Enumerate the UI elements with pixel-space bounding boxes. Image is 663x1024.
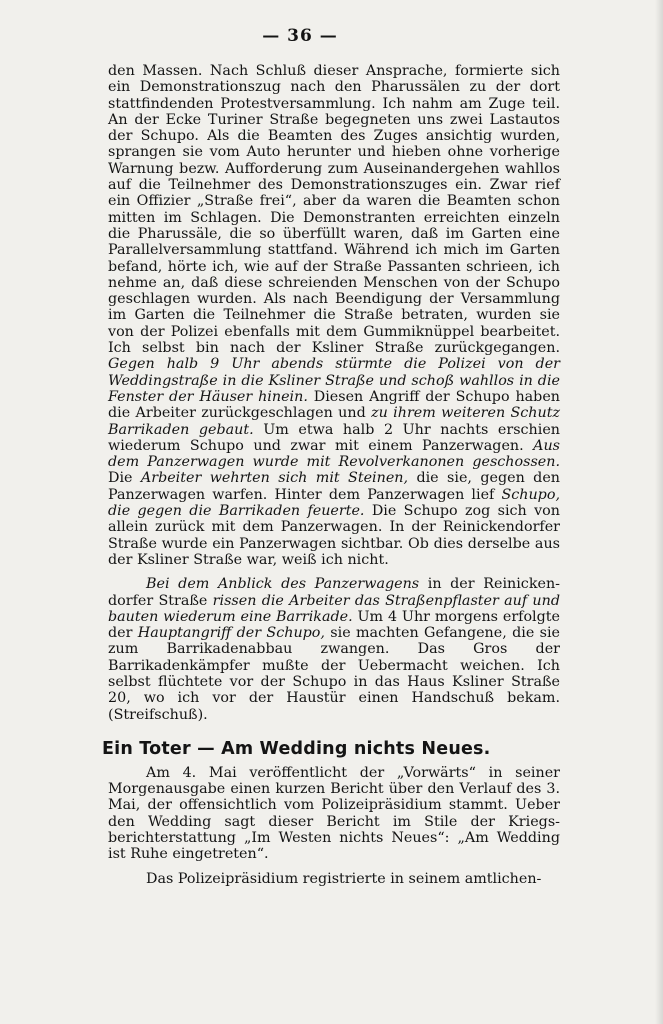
text-segment: Um 4 Uhr morgens erfolgte der (108, 608, 560, 642)
italic-segment: Aus dem Panzerwagen wurde mit Revolverkanonen geschossen. (108, 437, 560, 471)
italic-segment: Gegen halb 9 Uhr abends stürmte die Polizei von der Weddingstraße in die Ksliner Straße und schoß wahllos in die Fenster der Häuser hinein. (108, 356, 560, 405)
page-edge-shadow (655, 0, 663, 1024)
paragraph-eyewitness-account (108, 63, 560, 568)
text-segment: Das Polizeipräsidium registrierte in seinem amtlichen- (146, 870, 542, 887)
italic-segment: zu ihrem weiteren Schutz Barrikaden gebaut. (108, 405, 560, 438)
italic-segment: Hauptangriff der Schupo, (137, 625, 325, 642)
text-segment: Um etwa halb 2 Uhr nachts erschien wiederum Schupo und zwar mit einem Panzerwagen. (108, 421, 560, 454)
italic-segment: Bei dem Anblick des Panzerwagens (146, 576, 420, 593)
paragraph-vorwaerts-report (108, 765, 560, 863)
body-text (102, 63, 560, 887)
text-segment: Am 4. Mai veröffentlicht der „Vorwärts“ in seiner Morgenausgabe einen kurzen Bericht über den Verlauf des 3. Mai, der offensichtlich vom Polizeipräsidium stammt. Ueber den Wedding sagt dieser Bericht im Stile der Kriegsberichterstattung „Im Westen nichts Neues“: „Am Wedding ist Ruhe eingetreten“. (108, 764, 560, 863)
text-segment: in der Reinickendorfer Straße (108, 576, 560, 609)
text-segment: den Massen. Nach Schluß dieser Ansprache, formierte sich ein Demonstrationszug nach den Pharussälen zu der dort stattfindenden Protestversammlung. Ich nahm am Zuge teil. An der Ecke Turiner Straße begegneten uns zwei Lastautos der Schupo. Als die Beamten des Zuges ansichtig wurden, sprangen sie vom Auto herunter und hieben ohne vorherige Warnung bezw. Aufforderung zum Auseinandergehen wahllos auf die Teilnehmer des Demonstrationszuges ein. Zwar rief ein Offizier „Straße frei“, aber da waren die Beamten schon mitten im Schlagen. Die Demonstranten erreichten einzeln die Pharussäle, die so überfüllt waren, daß im Garten eine Parallelversammlung stattfand. Während ich mich im Garten befand, hörte ich, wie auf der Straße Passanten schrieen, ich nehme an, daß diese schreienden Menschen von der Schupo geschlagen wurden. Als nach Beendigung der Versammlung im Garten die Teilnehmer die Straße betraten, wurden sie von der Polizei ebenfalls mit dem Gummiknüppel bearbeitet. Ich selbst bin nach der Ksliner Straße zurückgegangen. (108, 63, 560, 357)
paragraph-police-registered (108, 871, 560, 887)
text-segment: Die Schupo zog sich von allein zurück mit dem Panzerwagen. In der Reinickendorfer Straße wurde ein Panzerwagen sichtbar. Ob dies derselbe aus der Ksliner Straße war, weiß ich nicht. (108, 503, 560, 568)
text-segment: sie machten Gefangene, die sie zum Barrikadenabbau zwangen. Das Gros der Barrikadenkämpfer mußte der Uebermacht weichen. Ich selbst flüchtete vor der Schupo in das Haus Ksliner Straße 20, wo ich vor der Haustür einen Handschuß bekam. (Streifschuß). (108, 625, 560, 723)
paragraph-armored-car (108, 576, 560, 723)
italic-segment: Arbeiter wehrten sich mit Steinen, (140, 470, 409, 487)
text-segment: die sie, gegen den Panzerwagen warfen. Hinter dem Panzerwagen lief (108, 470, 560, 503)
text-segment: Die (108, 470, 141, 487)
text-segment: Diesen Angriff der Schupo haben die Arbeiter zurückgeschlagen und (108, 388, 560, 422)
section-heading: Ein Toter — Am Wedding nichts Neues. (102, 738, 491, 759)
italic-segment: Schupo, die gegen die Barrikaden feuerte. (108, 486, 560, 520)
italic-segment: rissen die Arbeiter das Straßenpflaster auf und bauten wiederum eine Barrikade. (108, 592, 560, 625)
page-number: — 36 — (262, 26, 338, 46)
